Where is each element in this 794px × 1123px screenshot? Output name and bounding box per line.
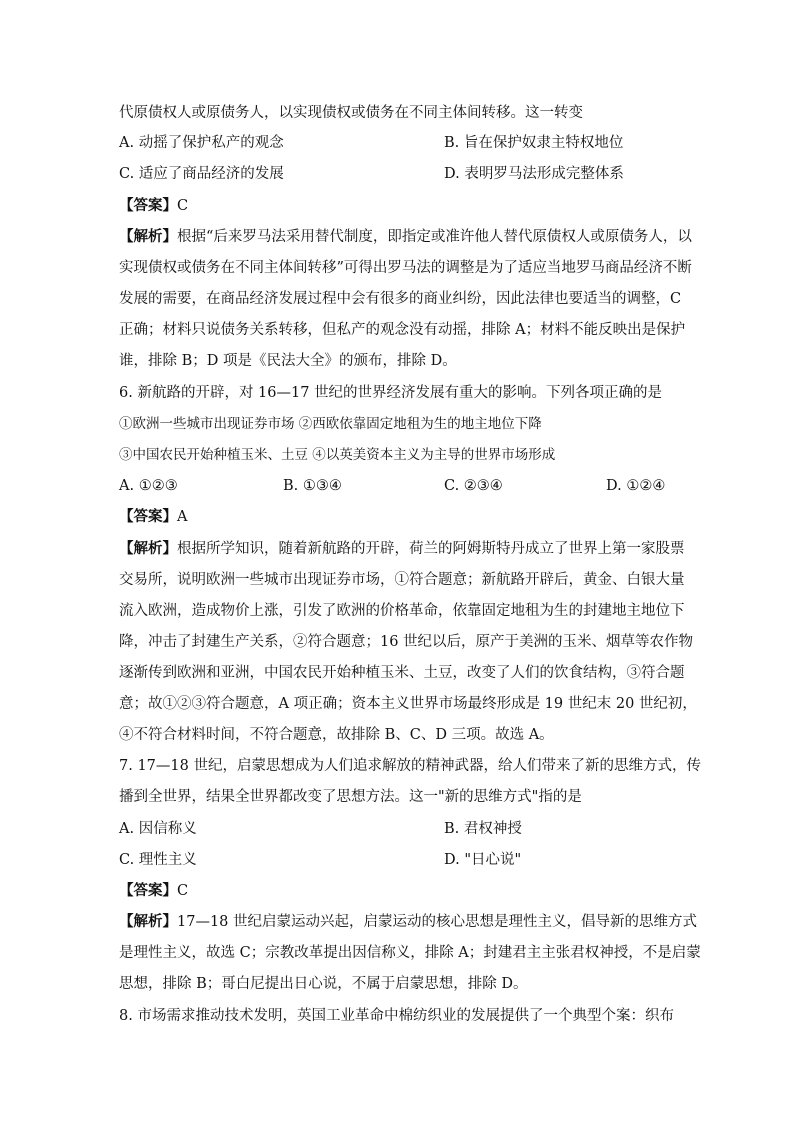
q7-answer	[119, 881, 188, 901]
q5-option-d: D. 表明罗马法形成完整体系	[444, 166, 624, 182]
q8-stem: 8. 市场需求推动技术发明，英国工业革命中棉纺织业的发展提供了一个典型个案：织布	[119, 1008, 674, 1024]
q6-analysis-line-4: 降，冲击了封建生产关系，②符合题意；16 世纪以后，原产于美洲的玉米、烟草等农作物	[119, 634, 694, 650]
q5-option-c: C. 适应了商品经济的发展	[119, 166, 284, 182]
q5-analysis-line-4: 正确；材料只说债务关系转移，但私产的观念没有动摇，排除 A；材料不能反映出是保护	[119, 322, 686, 338]
q6-analysis-line-7: ④不符合材料时间，不符合题意，故排除 B、C、D 三项。故选 A。	[119, 727, 554, 743]
q5-answer-value: C	[177, 198, 189, 214]
q6-answer	[119, 507, 187, 527]
q5-option-b: B. 旨在保护奴隶主特权地位	[444, 135, 624, 151]
q6-analysis-label: 【解析】	[119, 540, 177, 557]
q7-option-b: B. 君权神授	[444, 821, 522, 837]
q6-stem: 6. 新航路的开辟，对 16—17 世纪的世界经济发展有重大的影响。下列各项正确的是	[119, 385, 663, 401]
q5-answer	[119, 196, 188, 216]
q6-option-a: A. ①②③	[119, 478, 178, 494]
q5-option-a: A. 动摇了保护私产的观念	[119, 135, 284, 151]
q6-analysis-line-3: 流入欧洲，造成物价上涨，引发了欧洲的价格革命，依靠固定地租为生的封建地主地位下	[119, 603, 685, 619]
q5-answer-label: 【答案】	[119, 197, 177, 214]
q7-option-a: A. 因信称义	[119, 821, 197, 837]
q5-stem-tail: 代原债权人或原债务人，以实现债权或债务在不同主体间转移。这一转变	[119, 105, 583, 121]
q7-option-d: D. "日心说"	[444, 852, 522, 868]
q7-analysis-label: 【解析】	[119, 913, 177, 930]
q6-answer-label: 【答案】	[119, 508, 177, 525]
q7-analysis-line-2: 是理性主义，故选 C；宗教改革提出因信称义，排除 A；封建君主主张君权神授，不是启蒙	[119, 945, 701, 961]
q5-analysis-line-3: 发展的需要，在商品经济发展过程中会有很多的商业纠纷，因此法律也要适当的调整，C	[119, 291, 682, 307]
q7-analysis-line-1: 【解析】17—18 世纪启蒙运动兴起，启蒙运动的核心思想是理性主义，倡导新的思维方式	[119, 913, 698, 930]
q7-stem-line-2: 播到全世界，结果全世界都改变了思想方法。这一"新的思维方式"指的是	[119, 789, 582, 805]
q5-analysis-label: 【解析】	[119, 228, 177, 245]
q5-analysis-line-1: 【解析】根据“后来罗马法采用替代制度，即指定或准许他人替代原债权人或原债务人，以	[119, 228, 692, 245]
q6-analysis-line-6: 意；故①②③符合题意，A 项正确；资本主义世界市场最终形成是 19 世纪末 20 世纪初，	[119, 696, 697, 712]
q6-analysis-line-1: 【解析】根据所学知识，随着新航路的开辟，荷兰的阿姆斯特丹成立了世界上第一家股票	[119, 540, 685, 557]
q6-option-c: C. ②③④	[444, 478, 503, 494]
q6-option-b: B. ①③④	[283, 478, 342, 494]
q6-analysis-line-5: 逐渐传到欧洲和亚洲，中国农民开始种植玉米、土豆，改变了人们的饮食结构，③符合题	[119, 665, 685, 681]
q7-answer-label: 【答案】	[119, 882, 177, 899]
q7-answer-value: C	[177, 883, 189, 899]
q6-items-line-1: ①欧洲一些城市出现证券市场 ②西欧依靠固定地租为生的地主地位下降	[119, 416, 542, 432]
q7-analysis-line-3: 思想，排除 B；哥白尼提出日心说，不属于启蒙思想，排除 D。	[119, 976, 528, 992]
q7-stem-line-1: 7. 17—18 世纪，启蒙思想成为人们追求解放的精神武器，给人们带来了新的思维方式，传	[119, 758, 701, 774]
q6-answer-value: A	[177, 509, 188, 525]
q5-analysis-line-2: 实现债权或债务在不同主体间转移”可得出罗马法的调整是为了适应当地罗马商品经济不断	[119, 260, 692, 276]
q6-items-line-2: ③中国农民开始种植玉米、土豆 ④以英美资本主义为主导的世界市场形成	[119, 447, 556, 463]
q6-option-d: D. ①②④	[606, 478, 666, 494]
q6-analysis-line-2: 交易所，说明欧洲一些城市出现证券市场，①符合题意；新航路开辟后，黄金、白银大量	[119, 572, 685, 588]
q7-option-c: C. 理性主义	[119, 852, 197, 868]
q5-analysis-line-5: 谁，排除 B；D 项是《民法大全》的颁布，排除 D。	[119, 353, 457, 369]
